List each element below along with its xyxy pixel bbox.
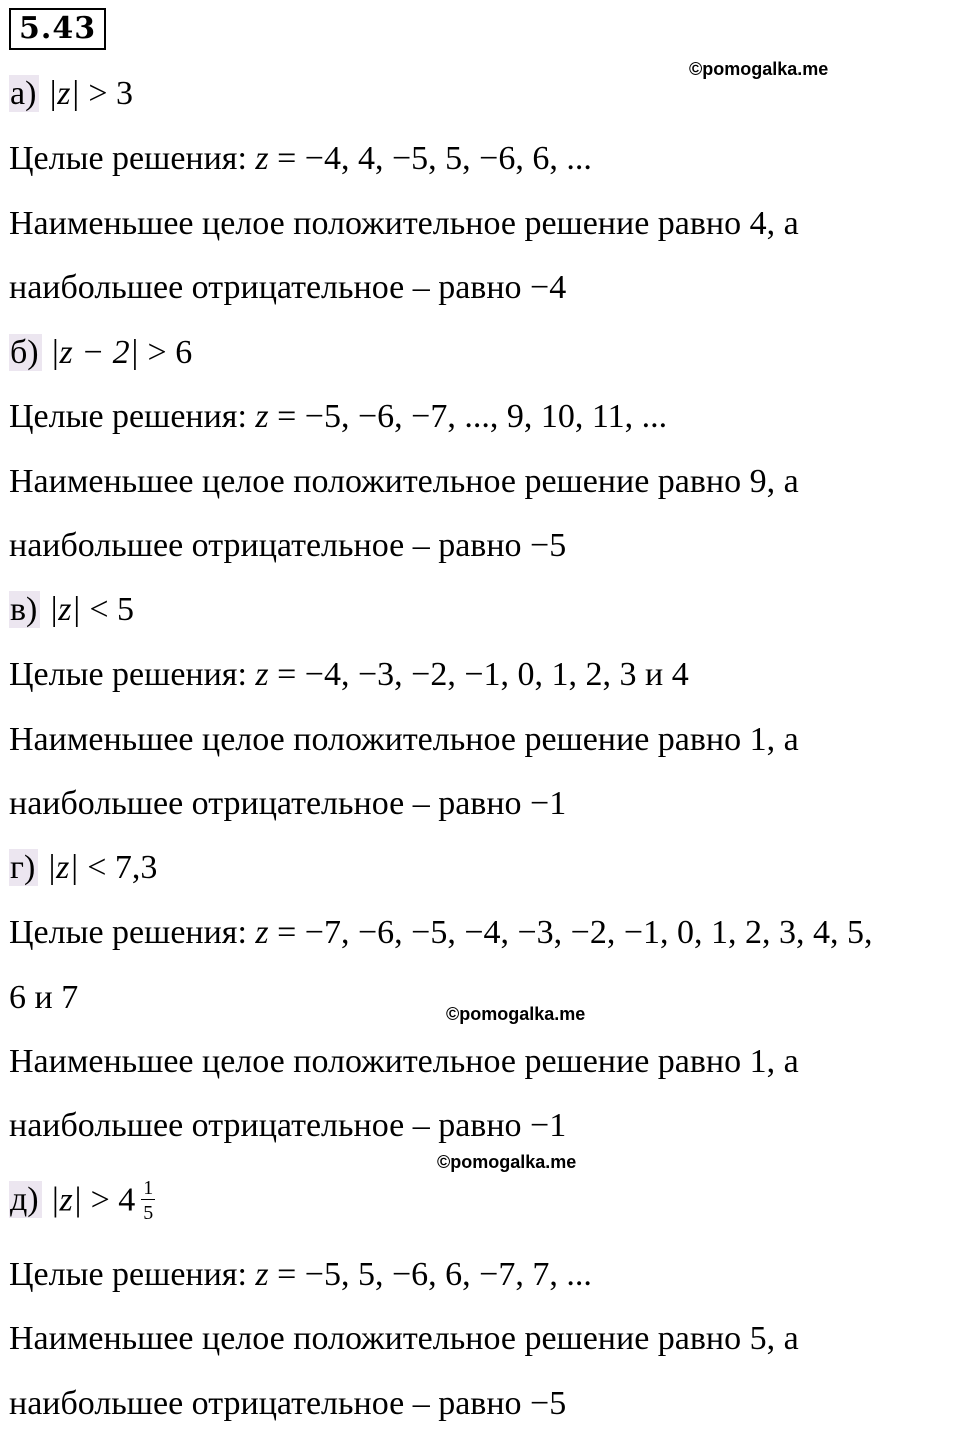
condition-operator: < [78, 849, 115, 886]
condition-expression: |z| [46, 849, 79, 886]
solutions-label: Целые решения: [9, 398, 256, 435]
condition-value: 7,3 [114, 849, 158, 886]
condition-value: 3 [116, 75, 134, 112]
condition-value: 4 [118, 1181, 136, 1219]
part-a-solutions [9, 139, 592, 179]
part-d-solutions [9, 913, 873, 953]
part-a-condition [9, 74, 133, 114]
part-e-condition [9, 1177, 155, 1225]
solutions-label: Целые решения: [9, 656, 256, 693]
solutions-label: Целые решения: [9, 914, 256, 951]
variable: z [255, 398, 269, 435]
watermark: ©pomogalka.me [446, 1004, 586, 1024]
solutions-list: = −5, −6, −7, ..., 9, 10, 11, ... [268, 398, 668, 435]
part-c-note-line2: наибольшее отрицательное – равно −1 [9, 785, 567, 822]
condition-operator: > [82, 1181, 119, 1219]
condition-expression: |z − 2| [50, 334, 139, 371]
condition-value: 5 [117, 591, 135, 628]
condition-expression: |z| [47, 75, 80, 112]
part-b-solutions [9, 397, 667, 437]
part-a-note-line2: наибольшее отрицательное – равно −4 [9, 269, 567, 306]
condition-value: 6 [175, 334, 193, 371]
fraction-denominator: 5 [143, 1202, 154, 1224]
part-c-solutions [9, 655, 689, 695]
condition-expression: |z| [50, 1181, 83, 1219]
condition-operator: > [79, 75, 117, 112]
part-d-condition [9, 848, 157, 888]
part-label: г) [9, 849, 38, 886]
condition-expression: |z| [48, 591, 81, 628]
solutions-list: = −5, 5, −6, 6, −7, 7, ... [268, 1256, 592, 1293]
part-e-solutions [9, 1255, 592, 1295]
solutions-list: = −7, −6, −5, −4, −3, −2, −1, 0, 1, 2, 3, 4, 5, [268, 914, 873, 951]
variable: z [255, 656, 269, 693]
part-e-note-line2: наибольшее отрицательное – равно −5 [9, 1385, 567, 1422]
solutions-list: = −4, −3, −2, −1, 0, 1, 2, 3 и 4 [268, 656, 689, 693]
condition-operator: < [80, 591, 118, 628]
solutions-label: Целые решения: [9, 140, 256, 177]
solutions-list: = −4, 4, −5, 5, −6, 6, ... [268, 140, 592, 177]
condition-operator: > [139, 334, 176, 371]
solutions-label: Целые решения: [9, 1256, 256, 1293]
part-label: а) [9, 75, 39, 112]
part-b-note-line1: Наименьшее целое положительное решение равно 9, а [9, 463, 799, 500]
part-label: в) [9, 591, 40, 628]
part-b-note-line2: наибольшее отрицательное – равно −5 [9, 527, 567, 564]
watermark: ©pomogalka.me [437, 1152, 577, 1172]
part-d-note-line1: Наименьшее целое положительное решение равно 1, а [9, 1043, 799, 1080]
problem-number: 5.43 [9, 8, 106, 50]
part-d-note-line2: наибольшее отрицательное – равно −1 [9, 1107, 567, 1144]
part-d-solutions-continued: 6 и 7 [9, 979, 79, 1016]
variable: z [255, 914, 269, 951]
part-label: б) [9, 334, 42, 371]
part-e-note-line1: Наименьшее целое положительное решение равно 5, а [9, 1320, 799, 1357]
variable: z [255, 1256, 269, 1293]
variable: z [255, 140, 269, 177]
part-label: д) [9, 1181, 42, 1218]
fraction-numerator: 1 [143, 1177, 154, 1199]
part-c-note-line1: Наименьшее целое положительное решение равно 1, а [9, 721, 799, 758]
part-c-condition [9, 590, 134, 630]
fraction [141, 1178, 155, 1223]
part-a-note-line1: Наименьшее целое положительное решение равно 4, а [9, 205, 799, 242]
part-b-condition [9, 333, 192, 373]
watermark: ©pomogalka.me [689, 59, 829, 79]
